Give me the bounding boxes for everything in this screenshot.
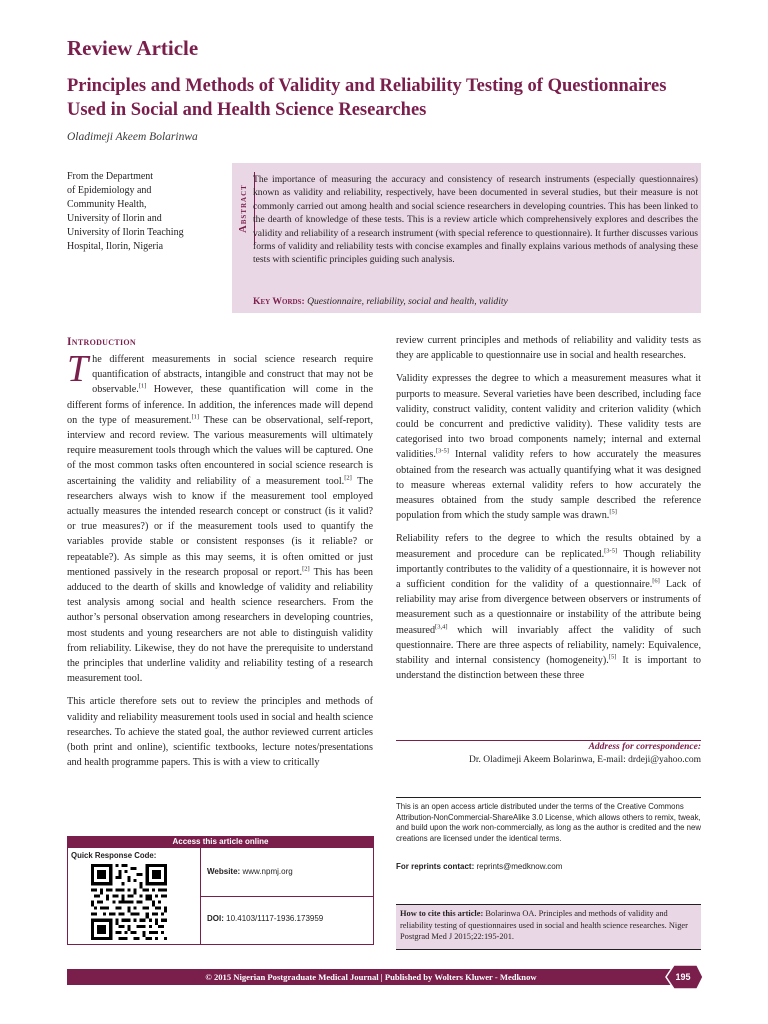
text-run: It is important to understand the distinction between these three xyxy=(396,655,701,682)
citation-ref: [6] xyxy=(652,577,660,585)
text-run: Reliability refers to the degree to which the results obtained by a measurement and procedure can be replicated. xyxy=(396,533,701,560)
cite-body: Bolarinwa OA. Principles and methods of validity and reliability testing of questionnaires used in social and health science researches. Niger Postgrad Med J 2015;22:195-201. xyxy=(400,909,688,941)
citation-ref: [5] xyxy=(608,653,617,661)
citation-ref: [1] xyxy=(191,413,200,421)
article-title: Principles and Methods of Validity and Reliability Testing of Questionnaires Used in Social and Health Science Researches xyxy=(67,76,667,120)
affiliation-line: of Epidemiology and xyxy=(67,185,152,196)
page-number: 195 xyxy=(675,972,691,982)
text-run: However, these quantification will come in the different forms of inference. In addition, the inferences made will depend on the type of measurement. xyxy=(67,384,373,426)
doi-link[interactable]: 10.4103/1117-1936.173959 xyxy=(226,914,324,923)
footer-text: © 2015 Nigerian Postgraduate Medical Journal | Published by Wolters Kluwer - Medknow xyxy=(205,972,537,982)
cite-text xyxy=(400,908,698,943)
affiliation-line: University of Ilorin and xyxy=(67,213,162,224)
correspondence-text: Dr. Oladimeji Akeem Bolarinwa, E-mail: drdeji@yahoo.com xyxy=(469,755,701,765)
doi-label: DOI: xyxy=(207,914,224,923)
doi-line xyxy=(207,914,323,923)
text-run: This has been adduced to the dearth of skills and knowledge of validity and reliability test analysis among social and health science researchers. From the author’s personal observation among researchers in developing countries, most students and young researchers are not able to distinguish validity from reliability. Likewise, they do not have the prerequisite to understand the principles that underline validity and reliability testing of a research measurement tool. xyxy=(67,566,373,685)
author-affiliation xyxy=(67,170,227,254)
affiliation-line: From the Department xyxy=(67,171,154,182)
body-column-left xyxy=(67,348,373,778)
body-paragraph xyxy=(67,348,373,686)
text-run: The researchers always wish to know if the measurement tool employed actually measures the intended research concept or construct (is it valid? or true measures?) or if the measurement tools used to quantify the variables provide stable or consistent responses (is it reliable? or repeatable?). As simple as this may seems, it is often omitted or just mentioned passively in the research proposal or report. xyxy=(67,475,373,578)
keywords-label: Key Words: xyxy=(253,296,305,307)
citation-ref: [3-5] xyxy=(604,547,618,555)
reprints-label: For reprints contact: xyxy=(396,862,475,871)
keywords-line xyxy=(253,296,698,307)
affiliation-line: Hospital, Ilorin, Nigeria xyxy=(67,241,164,252)
correspondence-heading: Address for correspondence: xyxy=(588,742,701,752)
citation-ref: [3-5] xyxy=(435,448,449,456)
reprints-contact xyxy=(396,862,701,871)
body-paragraph: review current principles and methods of reliability and validity tests as they are applicable to questionnaire use in social and health researches. xyxy=(396,335,701,362)
abstract-side-label xyxy=(232,172,255,244)
citation-ref: [2] xyxy=(302,565,310,573)
correspondence-divider xyxy=(396,740,701,741)
website-link[interactable]: www.npmj.org xyxy=(242,867,293,876)
access-divider-horizontal xyxy=(200,896,374,897)
text-run: These can be observational, self-report, interview and record review. The various measurements will ultimately require measurement tools through which the values will be captured. One of the most common tasks often encountered in social science research is ascertaining the validity and reliability of a measurement tool. xyxy=(67,414,373,487)
body-paragraph xyxy=(396,531,701,683)
website-line xyxy=(207,867,293,876)
text-run: he different measurements in social science research require quantification of abstracts, intangible and construct that may not be observable. xyxy=(92,354,373,396)
citation-ref: [2] xyxy=(344,474,352,482)
reprints-email-link[interactable]: reprints@medknow.com xyxy=(476,862,563,871)
drop-cap: T xyxy=(67,348,89,390)
citation-ref: [1] xyxy=(138,383,147,391)
citation-ref: [5] xyxy=(609,508,617,516)
keywords-text: Questionnaire, reliability, social and health, validity xyxy=(307,296,508,307)
access-online-header: Access this article online xyxy=(67,836,374,848)
cite-label: How to cite this article: xyxy=(400,909,484,918)
qr-code-icon[interactable] xyxy=(91,864,167,940)
body-paragraph xyxy=(396,371,701,523)
author-name: Oladimeji Akeem Bolarinwa xyxy=(67,131,198,143)
text-run: which will invariably affect the validity of such questionnaire. There are three aspects of reliability, namely: Equivalence, stability and internal consistency (homogeneity). xyxy=(396,624,701,667)
text-run: Validity expresses the degree to which a measurement measures what it purports to measure. Several varieties have been described, including face validity, construct validity, content validity and criterion validity (which could be concurrent and predictive validity). These validity tests are categorised into two broad components namely; internal and external validities. xyxy=(396,373,701,461)
affiliation-line: Community Health, xyxy=(67,199,147,210)
article-type-heading: Review Article xyxy=(67,36,199,60)
citation-ref: [3,4] xyxy=(435,623,448,631)
text-run: Internal validity refers to how accurately the measures obtained from the research was actually quantifying what it was designed to measure whereas external validity refers to how accurately the measures obtained from the study sample described the reference population from which the study sample was drawn. xyxy=(396,449,701,522)
affiliation-line: University of Ilorin Teaching xyxy=(67,227,184,238)
text-run: Lack of reliability may arise from divergence between observers or instruments of measurement such as a questionnaire or instability of the attribute being measured xyxy=(396,579,701,636)
license-divider xyxy=(396,797,701,798)
introduction-heading: Introduction xyxy=(67,336,136,348)
qr-code-label: Quick Response Code: xyxy=(71,851,157,860)
website-label: Website: xyxy=(207,867,241,876)
text-run: Though reliability importantly contributes to the validity of a questionnaire, it is however not a sufficient condition for the validity of a questionnaire. xyxy=(396,548,702,591)
license-text: This is an open access article distributed under the terms of the Creative Commons Attribution-NonCommercial-ShareAlike 3.0 License, which allows others to remix, tweak, and build upon the work non-commercially, as long as the author is credited and the new creations are licensed under the identical terms. xyxy=(396,802,701,843)
body-paragraph: This article therefore sets out to review the principles and methods of validity and reliability measurement tools used in social and health science researches. To achieve the stated goal, the author reviewed current articles (both print and online), scientific textbooks, lecture notes/presentations and health programme papers. This is with a view to critically xyxy=(67,696,373,769)
abstract-label-text: Abstract xyxy=(237,183,249,233)
abstract-text: The importance of measuring the accuracy and consistency of research instruments (especially questionnaires) known as validity and reliability, respectively, have been documented in several studies, but their measure is not commonly carried out among health and social science researchers in developing countries. This has been linked to the dearth of knowledge of these tests. This is a review article which comprehensively explores and describes the validity and reliability of a research instrument (with special reference to questionnaire). It further discusses various forms of validity and reliability tests with concise examples and finally explains various methods of analysing these tests with scientific principles guiding such analysis. xyxy=(253,174,698,266)
body-column-right xyxy=(396,333,701,691)
